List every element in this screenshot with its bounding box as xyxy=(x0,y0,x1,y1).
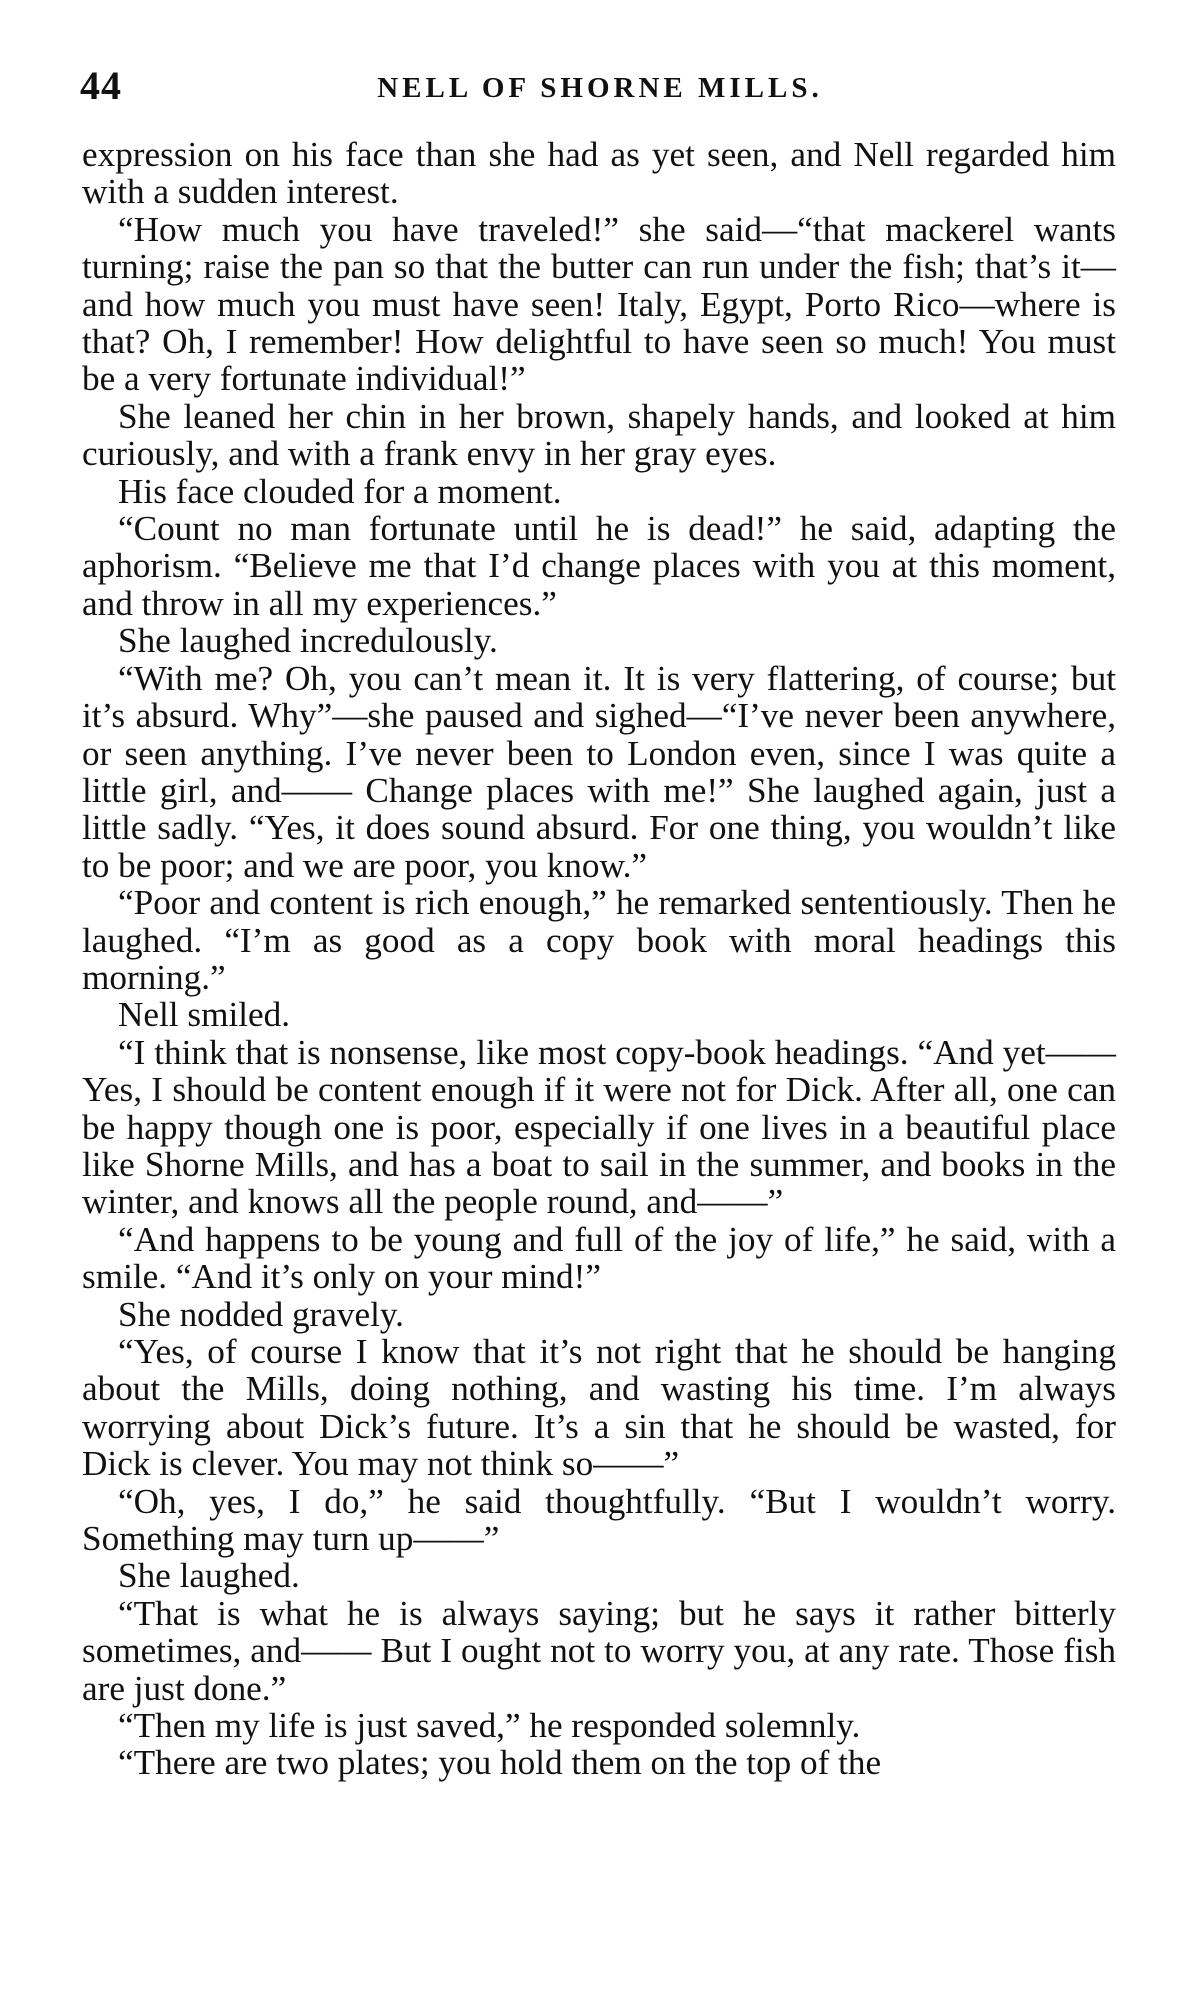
paragraph: “How much you have traveled!” she said—“that mackerel wants turning; raise the pan so that the butter can run under the fish; that’s it—and how much you must have seen! Italy, Egypt, Porto Rico—where is that? Oh, I remember! How delightful to have seen so much! You must be a very fortunate individual!” xyxy=(82,209,1116,399)
page-number: 44 xyxy=(80,63,122,108)
paragraph: His face clouded for a moment. xyxy=(118,471,562,511)
paragraph: She laughed. xyxy=(118,1556,300,1596)
running-title: NELL OF SHORNE MILLS. xyxy=(377,72,823,104)
paragraph: “And happens to be young and full of the joy of life,” he said, with a smile. “And it’s only on your mind!” xyxy=(82,1219,1116,1297)
paragraph: “Then my life is just saved,” he responded solemnly. xyxy=(118,1706,861,1746)
paragraph: expression on his face than she had as yet seen, and Nell regarded him with a sudden interest. xyxy=(82,135,1116,212)
paragraph: Nell smiled. xyxy=(118,995,291,1035)
paragraph: “There are two plates; you hold them on the top of the xyxy=(118,1743,882,1783)
paragraph: “Count no man fortunate until he is dead!” he said, adapting the aphorism. “Believe me that I’d change places with you at this moment, and throw in all my experiences.” xyxy=(82,509,1116,623)
paragraph: “Oh, yes, I do,” he said thoughtfully. “But I wouldn’t worry. Something may turn up——” xyxy=(82,1481,1116,1559)
paragraph: “Poor and content is rich enough,” he remarked sententiously. Then he laughed. “I’m as good as a copy book with moral headings this morning.” xyxy=(82,883,1116,997)
paragraph: She laughed incredulously. xyxy=(118,621,498,661)
paragraph: “With me? Oh, you can’t mean it. It is very flattering, of course; but it’s absurd. Why”—she paused and sighed—“I’ve never been anywhere, or seen anything. I’ve never been to London even, since I was quite a little girl, and—— Change places with me!” She laughed again, just a little sadly. “Yes, it does sound absurd. For one thing, you wouldn’t like to be poor; and we are poor, you know.” xyxy=(82,658,1116,885)
paragraph: “Yes, of course I know that it’s not right that he should be hanging about the Mills, doing nothing, and wasting his time. I’m always worrying about Dick’s future. It’s a sin that he should be wasted, for Dick is clever. You may not think so——” xyxy=(82,1332,1116,1484)
paragraph: She leaned her chin in her brown, shapely hands, and looked at him curiously, and with a frank envy in her gray eyes. xyxy=(82,396,1116,474)
paragraph: She nodded gravely. xyxy=(118,1294,404,1334)
paragraph: “That is what he is always saying; but he says it rather bitterly sometimes, and—— But I ought not to worry you, at any rate. Those fish are just done.” xyxy=(82,1593,1116,1708)
body-text xyxy=(82,136,1116,1782)
paragraph: “I think that is nonsense, like most copy-book headings. “And yet—— Yes, I should be content enough if it were not for Dick. After all, one can be happy though one is poor, especially if one lives in a beautiful place like Shorne Mills, and has a boat to sail in the summer, and books in the winter, and knows all the people round, and——” xyxy=(82,1032,1116,1222)
page-header xyxy=(80,62,1120,118)
